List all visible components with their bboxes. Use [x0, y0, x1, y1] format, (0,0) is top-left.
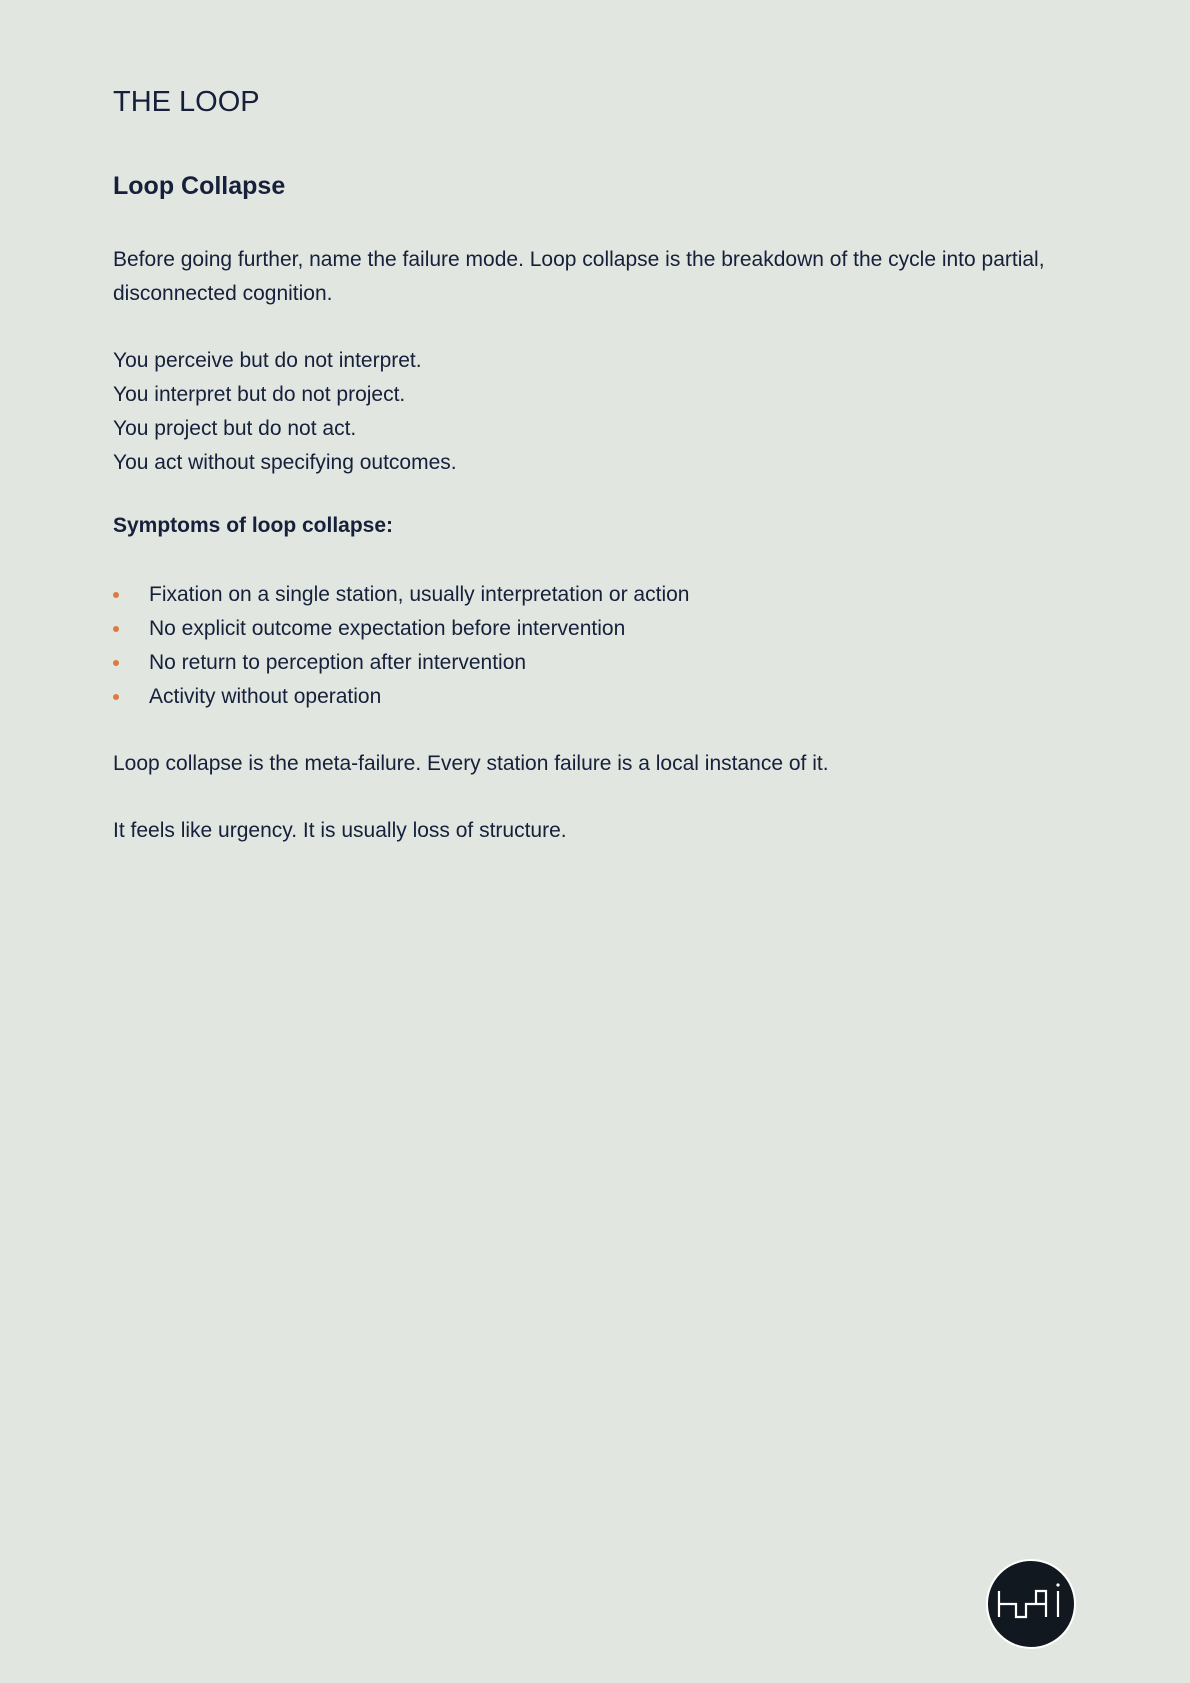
list-item-text: No return to perception after intervention — [149, 651, 527, 674]
hlai-logo-icon — [986, 1559, 1076, 1649]
bullet-icon — [113, 694, 119, 700]
logo-glyph-icon — [988, 1561, 1074, 1647]
statement-line: You perceive but do not interpret. — [113, 349, 422, 372]
list-item-text: Activity without operation — [149, 685, 382, 708]
list-item — [113, 646, 689, 680]
statement-lines — [113, 344, 457, 480]
bullet-icon — [113, 626, 119, 632]
bullet-icon — [113, 592, 119, 598]
section-title: THE LOOP — [113, 86, 260, 118]
closing-paragraph: It feels like urgency. It is usually loss of structure. — [113, 819, 567, 842]
symptoms-heading: Symptoms of loop collapse: — [113, 514, 394, 537]
list-item — [113, 680, 689, 714]
symptoms-list — [113, 578, 689, 714]
list-item — [113, 612, 689, 646]
meta-failure-paragraph: Loop collapse is the meta-failure. Every station failure is a local instance of it. — [113, 752, 829, 775]
statement-line: You act without specifying outcomes. — [113, 451, 457, 474]
list-item-text: No explicit outcome expectation before intervention — [149, 617, 626, 640]
page-heading: Loop Collapse — [113, 172, 286, 200]
list-item — [113, 578, 689, 612]
intro-paragraph: Before going further, name the failure mode. Loop collapse is the breakdown of the cycle into partial, disconnected cognition. — [113, 248, 1045, 305]
bullet-icon — [113, 660, 119, 666]
statement-line: You project but do not act. — [113, 417, 357, 440]
list-item-text: Fixation on a single station, usually interpretation or action — [149, 583, 690, 606]
statement-line: You interpret but do not project. — [113, 383, 406, 406]
